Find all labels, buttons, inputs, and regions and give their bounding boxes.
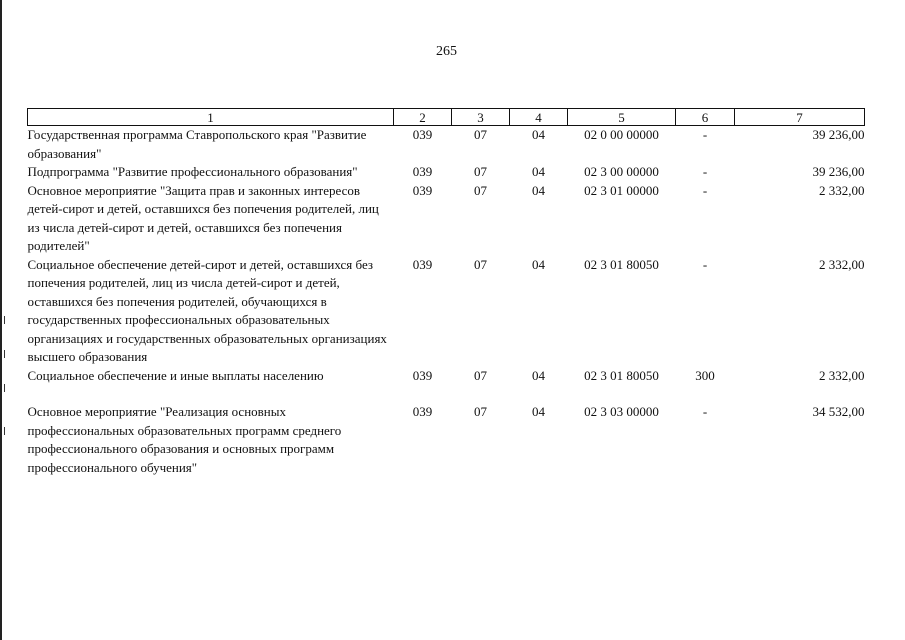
row-section: 07 bbox=[474, 164, 487, 179]
row-target-article: 02 3 01 00000 bbox=[584, 182, 659, 198]
column-header-1: 1 bbox=[28, 109, 394, 126]
row-target-article: 02 3 01 80050 bbox=[584, 367, 659, 383]
column-header-3: 3 bbox=[452, 109, 510, 126]
row-ministry: 039 bbox=[412, 404, 433, 419]
table-row bbox=[28, 182, 865, 256]
row-target-article: 02 3 00 00000 bbox=[584, 164, 659, 179]
row-name: Государственная программа Ставропольского края "Развитие образования" bbox=[27, 127, 367, 161]
row-amount: 34 532,00 bbox=[812, 404, 865, 419]
row-section: 07 bbox=[474, 182, 487, 198]
row-subsection: 04 bbox=[532, 164, 545, 179]
column-header-6: 6 bbox=[676, 109, 735, 126]
row-name: Социальное обеспечение и иные выплаты населению bbox=[27, 367, 324, 383]
margin-mark bbox=[4, 427, 5, 435]
column-number-header bbox=[28, 109, 865, 126]
row-amount: 2 332,00 bbox=[819, 256, 865, 272]
column-header-7: 7 bbox=[735, 109, 865, 126]
row-amount: 39 236,00 bbox=[812, 164, 865, 179]
row-subsection: 04 bbox=[532, 127, 545, 142]
row-ministry: 039 bbox=[412, 127, 433, 142]
row-ministry: 039 bbox=[412, 256, 433, 272]
page-number: 265 bbox=[436, 44, 457, 59]
table-row bbox=[28, 403, 865, 477]
row-ministry: 039 bbox=[412, 164, 433, 179]
row-target-article: 02 3 01 80050 bbox=[584, 256, 659, 272]
margin-mark bbox=[4, 316, 5, 324]
row-expense-type: - bbox=[702, 404, 708, 419]
row-expense-type: - bbox=[702, 182, 708, 198]
row-expense-type: - bbox=[702, 164, 708, 179]
row-amount: 2 332,00 bbox=[819, 367, 865, 383]
row-name: Подпрограмма "Развитие профессионального образования" bbox=[27, 164, 358, 179]
row-target-article: 02 0 00 00000 bbox=[584, 127, 659, 142]
row-ministry: 039 bbox=[412, 182, 433, 198]
row-subsection: 04 bbox=[532, 367, 545, 383]
column-header-2: 2 bbox=[394, 109, 452, 126]
table-row bbox=[28, 163, 865, 182]
budget-table bbox=[27, 108, 865, 477]
row-subsection: 04 bbox=[532, 182, 545, 198]
column-header-4: 4 bbox=[510, 109, 568, 126]
row-amount: 2 332,00 bbox=[819, 182, 865, 198]
row-subsection: 04 bbox=[532, 256, 545, 272]
row-section: 07 bbox=[474, 404, 487, 419]
row-name: Основное мероприятие "Защита прав и законных интересов детей-сирот и детей, оставшихся без попечения родителей, лиц из числа детей-сирот и детей, оставшихся без попечения родителей" bbox=[27, 182, 379, 253]
row-name: Социальное обеспечение детей-сирот и детей, оставшихся без попечения родителей, лиц из числа детей-сирот и детей, оставшихся без попечения родителей, обучающихся в государственных профессиональных образовательных организациях и государственных образовательных организациях высшего образования bbox=[27, 256, 387, 364]
row-target-article: 02 3 03 00000 bbox=[584, 404, 659, 419]
row-amount: 39 236,00 bbox=[812, 127, 865, 142]
margin-mark bbox=[4, 384, 5, 392]
row-section: 07 bbox=[474, 127, 487, 142]
row-section: 07 bbox=[474, 256, 487, 272]
row-section: 07 bbox=[474, 367, 487, 383]
row-expense-type: - bbox=[702, 127, 708, 142]
table-row bbox=[28, 126, 865, 164]
row-name: Основное мероприятие "Реализация основных профессиональных образовательных программ среднего профессионального образования и основных программ профессионального обучения" bbox=[27, 404, 342, 475]
column-header-5: 5 bbox=[568, 109, 676, 126]
row-ministry: 039 bbox=[412, 367, 433, 383]
row-expense-type: - bbox=[702, 256, 708, 272]
row-expense-type: 300 bbox=[695, 367, 715, 383]
table-row bbox=[28, 256, 865, 367]
table-row bbox=[28, 367, 865, 404]
margin-mark bbox=[4, 350, 5, 358]
left-margin-rule bbox=[0, 0, 2, 640]
row-subsection: 04 bbox=[532, 404, 545, 419]
